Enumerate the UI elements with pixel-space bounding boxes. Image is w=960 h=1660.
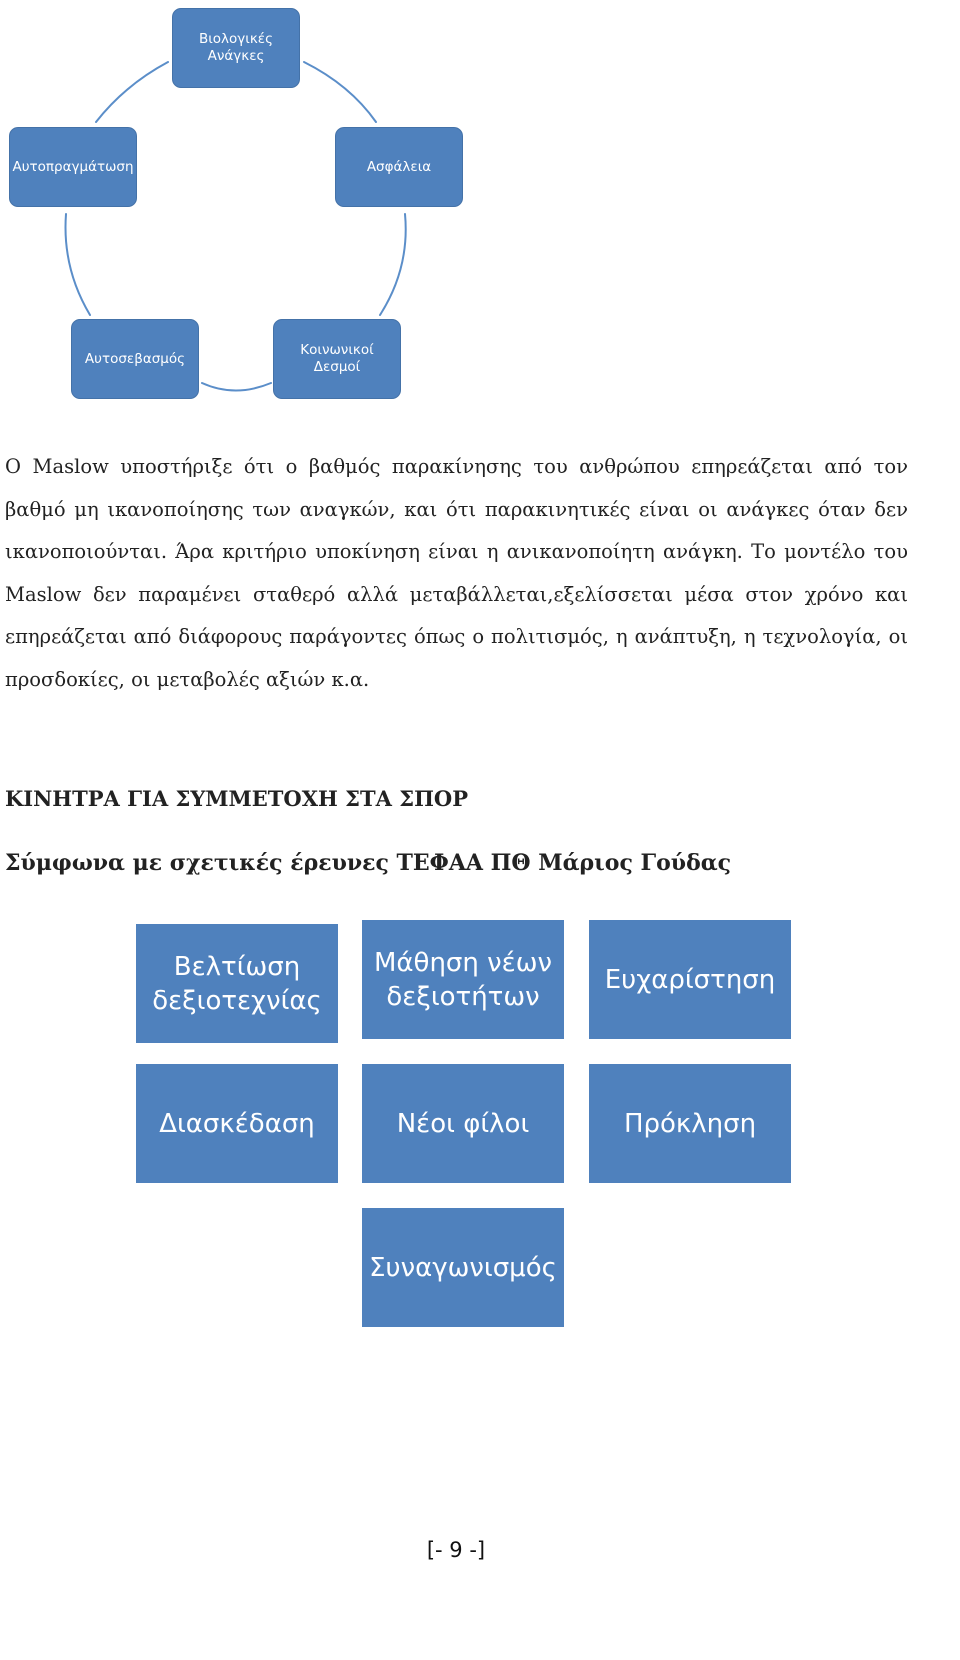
motive-tile-challenge: Πρόκληση — [589, 1064, 791, 1183]
connector-bio-to-safety — [304, 62, 376, 122]
motive-tile-skill-improvement: Βελτίωση δεξιοτεχνίας — [136, 924, 338, 1043]
cycle-node-social-bonds: Κοινωνικοί Δεσμοί — [273, 319, 401, 399]
cycle-node-self-actualization: Αυτοπραγμάτωση — [9, 127, 137, 207]
motive-tile-fun: Διασκέδαση — [136, 1064, 338, 1183]
cycle-node-safety: Ασφάλεια — [335, 127, 463, 207]
motive-tile-new-friends: Νέοι φίλοι — [362, 1064, 564, 1183]
section-heading: ΚΙΝΗΤΡΑ ΓΙΑ ΣΥΜΜΕΤΟΧΗ ΣΤΑ ΣΠΟΡ — [5, 786, 469, 811]
connector-safety-to-social — [380, 214, 406, 315]
motive-tile-competition: Συναγωνισμός — [362, 1208, 564, 1327]
body-paragraph: Ο Maslow υποστήριξε ότι ο βαθμός παρακίνησης του ανθρώπου επηρεάζεται από τον βαθμό μη ικανοποίησης των αναγκών, και ότι παρακινητικές είναι οι ανάγκες όταν δεν ικανοποιούνται. Άρα κριτήριο υποκίνηση είναι η ανικανοποίητη ανάγκη. Το μοντέλο του Maslow δεν παραμένει σταθερό αλλά μεταβάλλεται,εξελίσσεται μέσα στον χρόνο και επηρεάζεται από διάφορους παράγοντες όπως ο πολιτισμός, η ανάπτυξη, η τεχνολογία, οι προσδοκίες, οι μεταβολές αξιών κ.α. — [5, 455, 908, 691]
section-subtitle: Σύμφωνα με σχετικές έρευνες ΤΕΦΑΑ ΠΘ Μάριος Γούδας — [5, 850, 732, 876]
motive-tile-enjoyment: Ευχαρίστηση — [589, 920, 791, 1039]
connector-esteem-to-selfact — [66, 214, 91, 315]
page-number: [- 9 -] — [426, 1538, 486, 1562]
connector-selfact-to-bio — [96, 62, 168, 122]
motive-tile-learning-new-skills: Μάθηση νέων δεξιοτήτων — [362, 920, 564, 1039]
cycle-node-biological-needs: Βιολογικές Ανάγκες — [172, 8, 300, 88]
cycle-node-self-esteem: Αυτοσεβασμός — [71, 319, 199, 399]
connector-social-to-esteem — [202, 383, 271, 391]
